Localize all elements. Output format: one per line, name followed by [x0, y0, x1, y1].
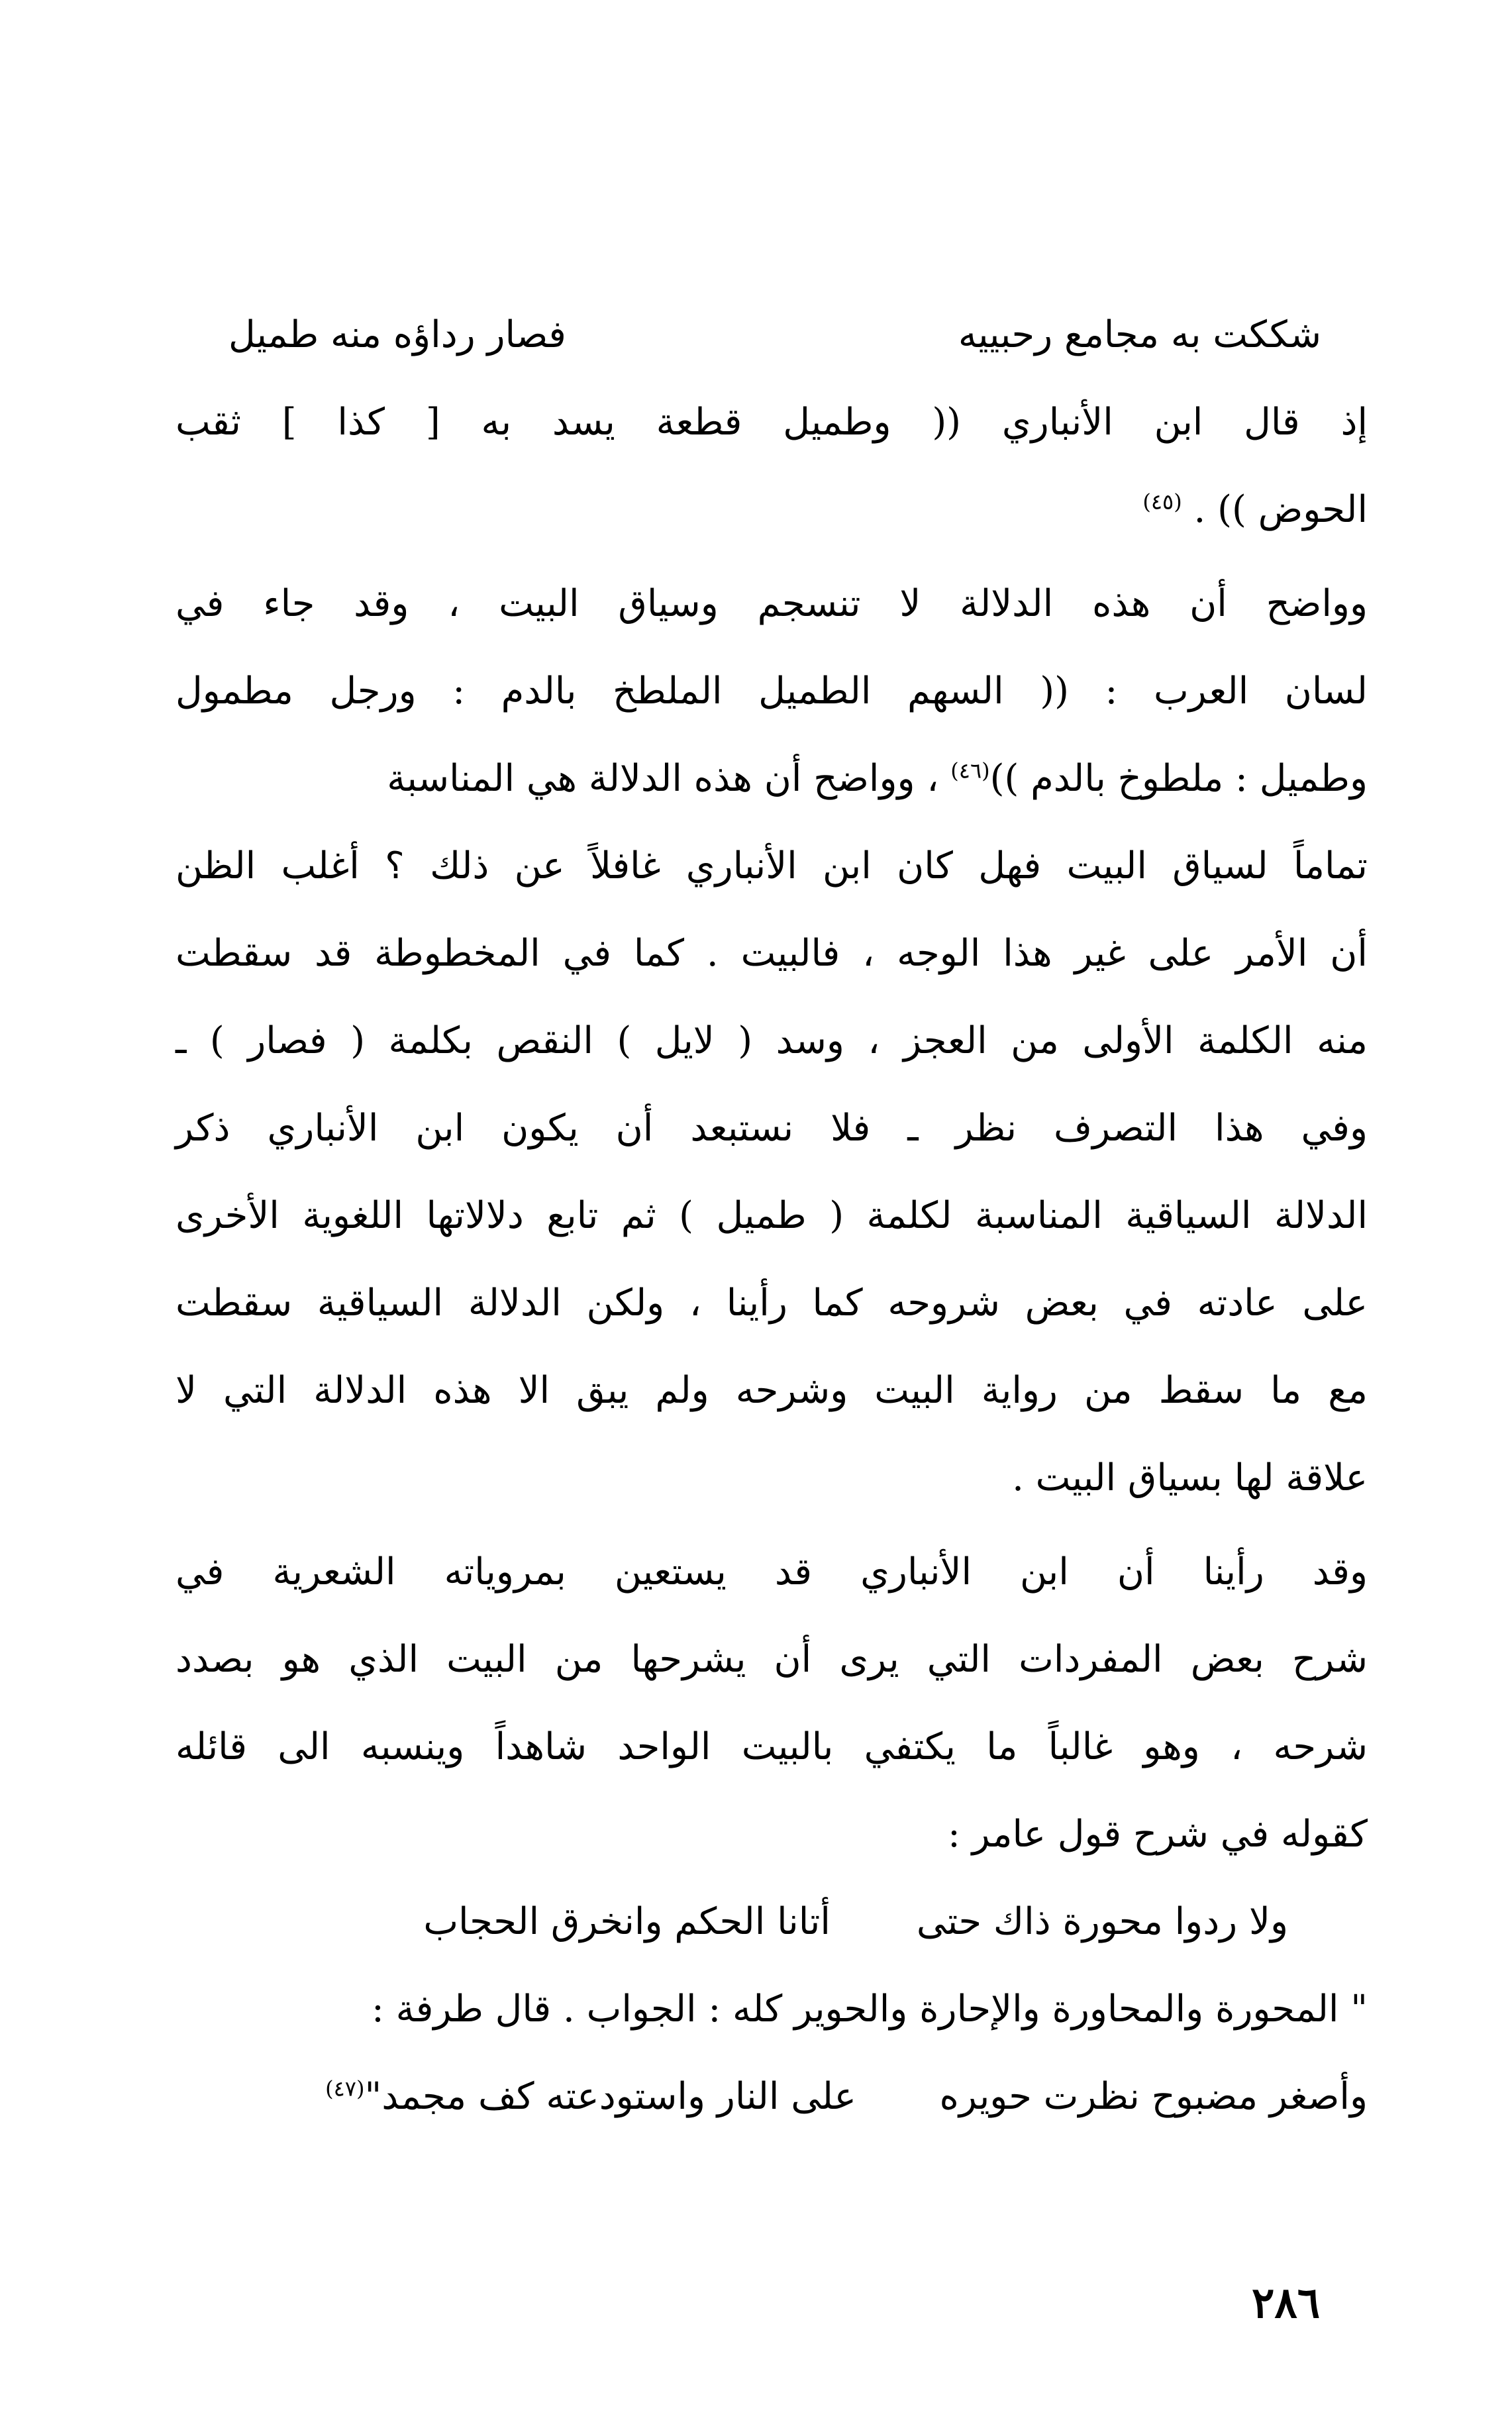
verse-hemistich-left: فصار رداؤه منه طميل — [228, 313, 566, 356]
footnote-ref: (٤٧) — [325, 2076, 365, 2101]
verse-line — [176, 2053, 1368, 2141]
text-line: شرحه ، وهو غالباً ما يكتفي بالبيت الواحد شاهداً وينسبه الى قائله — [176, 1725, 1368, 1768]
text-line: إذ قال ابن الأنباري (( وطميل قطعة يسد به [ كذا ] ثقب — [176, 401, 1368, 444]
verse-line — [176, 1878, 1368, 1966]
text-line: وفي هذا التصرف نظر ـ فلا نستبعد أن يكون ابن الأنباري ذكر — [176, 1107, 1368, 1150]
footnote-ref: (٤٦) — [950, 758, 990, 784]
text-line — [176, 466, 1368, 554]
footnote-ref: (٤٥) — [1142, 489, 1182, 515]
text-line: " المحورة والمحاورة والإحارة والحوير كله : الجواب . قال طرفة : — [371, 1988, 1368, 2031]
verse-hemistich-left: على النار واستودعته كف مجمد" — [364, 2075, 856, 2118]
verse-hemistich-right: شككت به مجامع رحبييه — [958, 313, 1321, 356]
text-line: أن الأمر على غير هذا الوجه ، فالبيت . كما في المخطوطة قد سقطت — [176, 932, 1368, 975]
text-line — [176, 735, 1368, 823]
page-body — [176, 291, 1368, 2141]
text-line: شرح بعض المفردات التي يرى أن يشرحها من البيت الذي هو بصدد — [176, 1638, 1368, 1681]
text-line: الدلالة السياقية المناسبة لكلمة ( طميل ) ثم تابع دلالاتها اللغوية الأخرى — [176, 1194, 1368, 1237]
verse-hemistich-right: ولا ردوا محورة ذاك حتى — [916, 1900, 1288, 1943]
verse-line — [176, 291, 1368, 379]
text-line: وقد رأينا أن ابن الأنباري قد يستعين بمروياته الشعرية في — [176, 1550, 1368, 1594]
text-line: وواضح أن هذه الدلالة لا تنسجم وسياق البيت ، وقد جاء في — [176, 582, 1368, 625]
text-line: كقوله في شرح قول عامر : — [947, 1813, 1368, 1856]
text-span: الحوض )) . — [1193, 488, 1368, 531]
text-line: علاقة لها بسياق البيت . — [1012, 1456, 1368, 1499]
page-number: ٢٨٦ — [1252, 2278, 1321, 2328]
text-line: لسان العرب : (( السهم الطميل الملطخ بالدم : ورجل مطمول — [176, 670, 1368, 713]
text-line: على عادته في بعض شروحه كما رأينا ، ولكن الدلالة السياقية سقطت — [176, 1282, 1368, 1325]
text-line: تماماً لسياق البيت فهل كان ابن الأنباري غافلاً عن ذلك ؟ أغلب الظن — [176, 844, 1368, 887]
text-span: وطميل : ملطوخ بالدم )) — [989, 757, 1368, 800]
verse-hemistich-left: أتانا الحكم وانخرق الحجاب — [423, 1900, 831, 1943]
text-line: مع ما سقط من رواية البيت وشرحه ولم يبق الا هذه الدلالة التي لا — [176, 1369, 1368, 1412]
verse-hemistich-right: وأصغر مضبوح نظرت حويره — [939, 2075, 1368, 2118]
text-span: ، وواضح أن هذه الدلالة هي المناسبة — [387, 757, 939, 800]
text-line: منه الكلمة الأولى من العجز ، وسد ( لايل ) النقص بكلمة ( فصار ) ـ — [176, 1019, 1368, 1062]
